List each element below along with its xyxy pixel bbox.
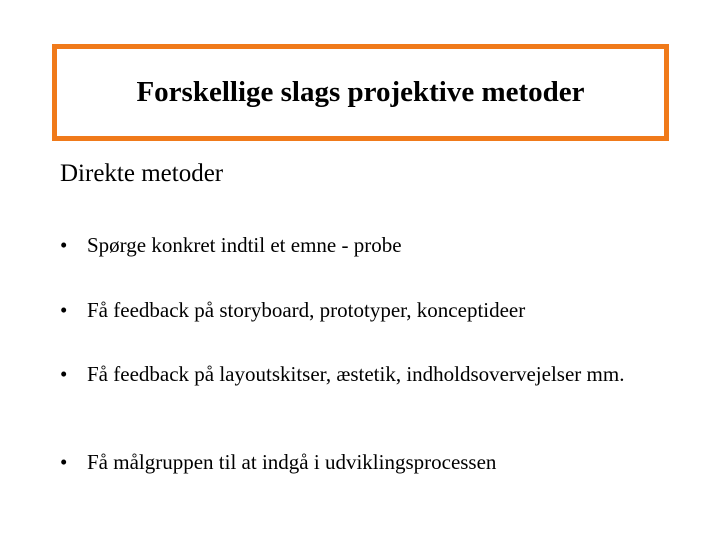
bullet-icon: • bbox=[60, 362, 68, 386]
bullet-icon: • bbox=[60, 298, 68, 322]
list-item bbox=[60, 298, 700, 322]
bullet-icon: • bbox=[60, 450, 68, 474]
bullet-text: Få målgruppen til at indgå i udviklingsprocessen bbox=[87, 450, 497, 474]
list-item bbox=[60, 233, 700, 257]
bullet-icon: • bbox=[60, 233, 68, 257]
list-item bbox=[60, 362, 700, 386]
bullet-text: Spørge konkret indtil et emne - probe bbox=[87, 233, 402, 257]
title-box bbox=[52, 44, 669, 141]
bullet-text: Få feedback på storyboard, prototyper, konceptideer bbox=[87, 298, 526, 322]
list-item bbox=[60, 450, 700, 474]
slide-title: Forskellige slags projektive metoder bbox=[136, 76, 585, 108]
bullet-text: Få feedback på layoutskitser, æstetik, indholdsovervejelser mm. bbox=[87, 362, 625, 386]
section-heading: Direkte metoder bbox=[60, 160, 224, 187]
